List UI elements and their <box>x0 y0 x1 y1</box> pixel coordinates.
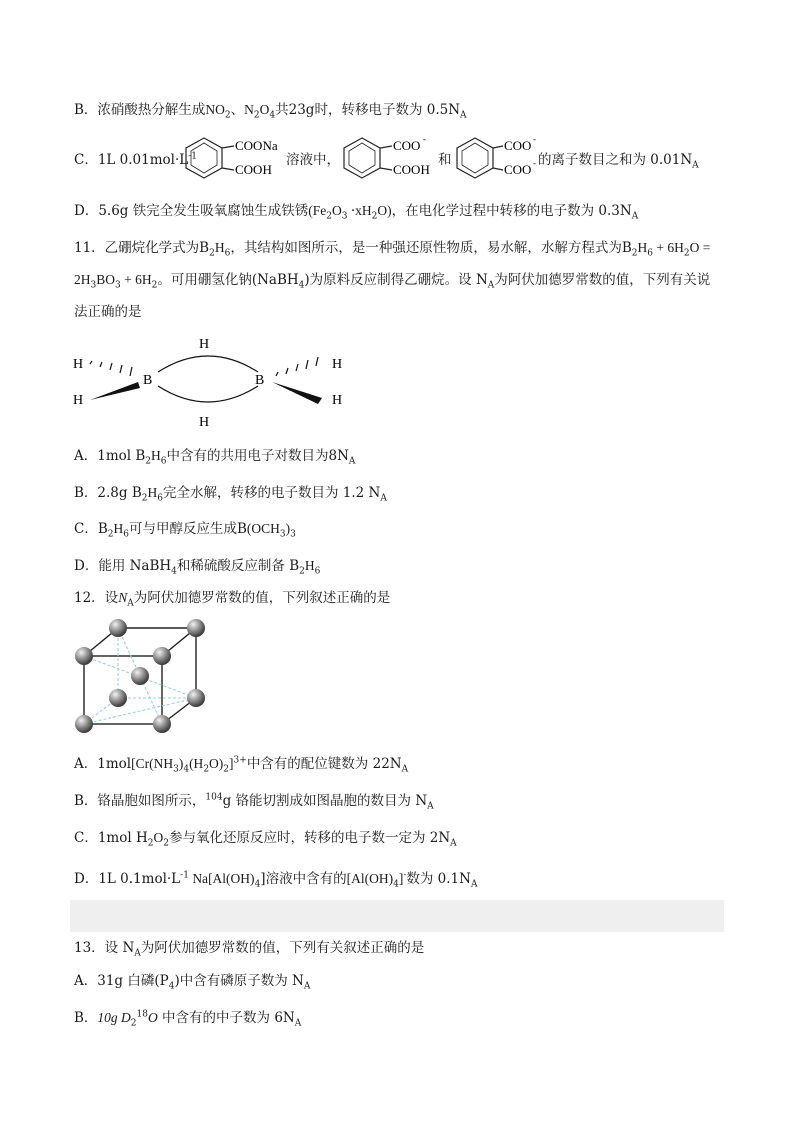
q12-option-d: D．1L $0.1mol\cdot L^{-1}$ $Na[Al(OH)_4]$溶液中含有的$[Al(OH)_4]^-$数为 $0.1N_A$ <box>74 870 478 890</box>
q12-option-a: A．$1mol[Cr(NH_3)_4(H_2O)_2]^{3+}$中含有的配位键数为 $22N_A$ <box>74 755 409 775</box>
q12-option-c: C．1mol $H_2O_2$参与氧化还原反应时，转移的电子数一定为 $2N_A$ <box>74 830 457 849</box>
svg-text:-: - <box>533 158 536 168</box>
mol2-top-label: COO <box>393 138 421 153</box>
q11-option-a: A．1mol $B_2H_6$中含有的共用电子对数目为$8N_A$ <box>74 448 356 467</box>
q11-stem-line1: 11．乙硼烷化学式为$B_2H_6$，其结构如图所示，是一种强还原性物质，易水解，水解方程式为$B_2H_6 + 6H_2O$ = <box>74 240 711 259</box>
mol3-bottom-label: COO <box>504 162 532 177</box>
mol2-bottom-label: COOH <box>393 162 430 177</box>
q12-option-b: B．铬晶胞如图所示，$^{104}$g 铬能切割成如图晶胞的数目为 $N_A$ <box>74 792 434 812</box>
q10-option-c: C．1L $0.01mol\cdot L^{-1}$ <box>74 151 198 168</box>
molecule-1 <box>182 134 287 180</box>
bcc-unit-cell <box>66 614 216 740</box>
q10-option-b: B．浓硝酸热分解生成$NO_2$、$N_2O_4$共23g时，转移电子数为 $0.5N_A$ <box>74 102 467 121</box>
q11-stem-line3: 法正确的是 <box>74 304 142 320</box>
q10-c-text2: 溶液中， <box>286 152 340 168</box>
mol1-top-label: COONa <box>235 138 278 153</box>
atom-h-right-top: H <box>332 357 343 372</box>
atom-h-left-top: H <box>73 357 84 372</box>
mol3-top-label: COO <box>504 138 532 153</box>
q10-c-text3: 的离子数目之和为 $0.01N_A$ <box>538 152 699 171</box>
q11-stem-line2: $2H_3BO_3 + 6H_2$。可用硼氢化钠(NaBH$_4$)为原料反应制得乙硼烷。设 $N_A$为阿伏加德罗常数的值，下列有关说 <box>74 272 711 291</box>
atom-b-left: B <box>143 373 153 388</box>
q13-stem: 13．设 $N_A$为阿伏加德罗常数的值，下列有关叙述正确的是 <box>74 940 425 959</box>
molecule-2 <box>340 134 440 180</box>
svg-text:-: - <box>423 134 426 144</box>
q12-stem: 12．设$N_A$为阿伏加德罗常数的值，下列叙述正确的是 <box>74 590 391 609</box>
mol1-bottom-label: COOH <box>235 162 272 177</box>
q11-option-b: B．2.8g $B_2H_6$完全水解，转移的电子数目为 1.2 $N_A$ <box>74 485 387 504</box>
q10-c-and: 和 <box>438 152 452 168</box>
svg-text:-: - <box>533 134 536 144</box>
atom-b-right: B <box>255 373 265 388</box>
q11-option-c: C．$B_2H_6$可与甲醇反应生成$B(OCH_3)_3$ <box>74 521 296 540</box>
atom-h-bridge-bottom: H <box>199 415 210 430</box>
q13-option-b: B．10g $D_2^{18}O$ 中含有的中子数为 $6N_A$ <box>74 1009 302 1029</box>
atom-h-left-bottom: H <box>73 393 84 408</box>
diborane-structure <box>70 334 360 430</box>
separator-band <box>70 900 724 932</box>
atom-h-bridge-top: H <box>199 337 210 352</box>
atom-h-right-bottom: H <box>332 393 343 408</box>
q11-option-d: D．能用 NaBH$_4$和稀硫酸反应制备 $B_2H_6$ <box>74 558 321 577</box>
q13-option-a: A．31g 白磷$(P_4)$中含有磷原子数为 $N_A$ <box>74 973 311 992</box>
q10-option-d: D．5.6g 铁完全发生吸氧腐蚀生成铁锈$(Fe_2O_3 \cdot xH_2O)$，在电化学过程中转移的电子数为 $0.3N_A$ <box>74 203 639 222</box>
molecule-3 <box>453 134 543 180</box>
